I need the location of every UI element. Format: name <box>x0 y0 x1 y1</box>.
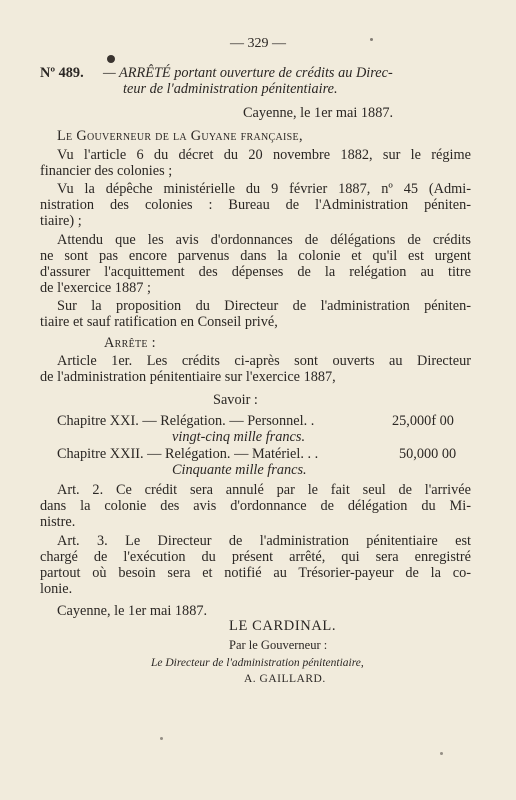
decree-number <box>40 65 84 81</box>
savoir-label: Savoir : <box>213 392 258 408</box>
article3-line2: chargé de l'exécution du présent arrêté, qui sera enregistré <box>40 549 471 565</box>
chapter-22-label: Chapitre XXII. — Relégation. — Matériel. . . <box>57 446 319 462</box>
consideration-2-line2: nistration des colonies : Bureau de l'Administration péniten- <box>40 197 471 213</box>
by-governor: Par le Gouverneur : <box>229 638 328 652</box>
decree-title-line2: teur de l'administration pénitentiaire. <box>123 81 338 97</box>
decree-title-line1: — ARRÊTÉ portant ouverture de crédits au Direc- <box>103 65 393 81</box>
place-date: Cayenne, le 1er mai 1887. <box>243 105 394 121</box>
consideration-1-line1: Vu l'article 6 du décret du 20 novembre 1882, sur le régime <box>57 147 471 163</box>
consideration-2-line1: Vu la dépêche ministérielle du 9 février 1887, nº 45 (Admi- <box>57 181 471 197</box>
chapter-21-label: Chapitre XXI. — Relégation. — Personnel. . <box>57 413 315 429</box>
ink-speck <box>107 55 115 63</box>
arrete-label: Arrête : <box>104 335 156 351</box>
article3-line3: partout où besoin sera et notifié au Trésorier-payeur de la co- <box>40 565 471 581</box>
ink-speck <box>370 38 373 41</box>
article2-line2: dans la colonie des avis d'ordonnance de délégation du Mi- <box>40 498 471 514</box>
consideration-3-line2: ne sont pas encore parvenus dans la colonie et qu'il est urgent <box>40 248 471 264</box>
signatory: LE CARDINAL. <box>229 618 337 634</box>
article1-line1: Article 1er. Les crédits ci-après sont ouverts au Directeur <box>57 353 471 369</box>
ink-speck <box>440 752 443 755</box>
director-title: Le Directeur de l'administration pénitentiaire, <box>151 657 364 669</box>
consideration-3-line3: d'assurer l'acquittement des dépenses de la relégation au titre <box>40 264 471 280</box>
consideration-4-line1: Sur la proposition du Directeur de l'administration péniten- <box>57 298 471 314</box>
consideration-2-line3: tiaire) ; <box>40 213 82 229</box>
article3-line1: Art. 3. Le Directeur de l'administration pénitentiaire est <box>57 533 471 549</box>
article2-line3: nistre. <box>40 514 76 530</box>
consideration-3-line4: de l'exercice 1887 ; <box>40 280 151 296</box>
page-number: — 329 — <box>230 36 286 51</box>
consideration-4-line2: tiaire et sauf ratification en Conseil privé, <box>40 314 278 330</box>
consideration-3-line1: Attendu que les avis d'ordonnances de délégations de crédits <box>57 232 471 248</box>
closing-date: Cayenne, le 1er mai 1887. <box>57 603 208 619</box>
chapter-22-words: Cinquante mille francs. <box>172 462 307 478</box>
article1-line2: de l'administration pénitentiaire sur l'exercice 1887, <box>40 369 336 385</box>
issuer-heading: Le Gouverneur de la Guyane française, <box>57 128 303 144</box>
chapter-22-amount: 50,000 00 <box>399 446 457 462</box>
decree-number-label: Nº 489. <box>40 65 84 81</box>
article2-line1: Art. 2. Ce crédit sera annulé par le fait seul de l'arrivée <box>57 482 471 498</box>
director-name: A. GAILLARD. <box>244 673 326 685</box>
article3-line4: lonie. <box>40 581 73 597</box>
consideration-1-line2: financier des colonies ; <box>40 163 173 179</box>
chapter-21-amount: 25,000f 00 <box>392 413 454 429</box>
ink-speck <box>160 737 163 740</box>
chapter-21-words: vingt-cinq mille francs. <box>172 429 306 445</box>
